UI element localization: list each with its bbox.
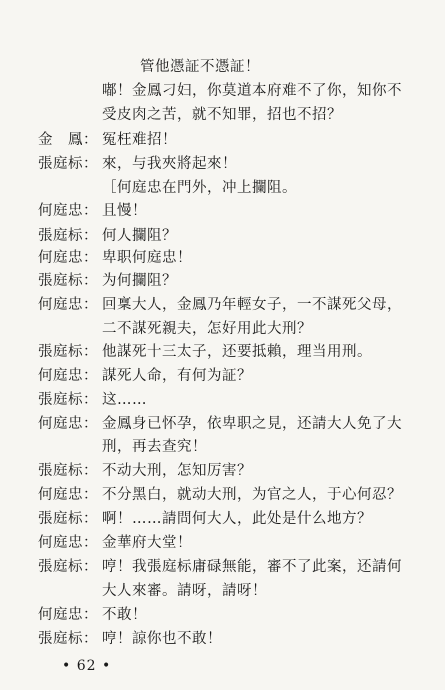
dialogue-text: 且慢！ xyxy=(102,203,147,219)
speaker-name: 張庭标： xyxy=(38,392,98,408)
script-line xyxy=(0,580,445,602)
speaker-name: 張庭标： xyxy=(38,631,98,647)
speaker-name: 張庭标： xyxy=(38,559,98,575)
dialogue-text: 不敢！ xyxy=(102,607,147,623)
script-line xyxy=(0,80,445,102)
dialogue-text: 卑职何庭忠！ xyxy=(102,250,192,266)
script-line xyxy=(0,436,445,458)
script-line xyxy=(0,365,445,387)
script-line xyxy=(0,200,445,222)
script-line xyxy=(0,318,445,340)
speaker-name: 張庭标： xyxy=(38,463,98,479)
speaker-name: 何庭忠： xyxy=(38,297,98,313)
script-line xyxy=(0,225,445,247)
speaker-name: 何庭忠： xyxy=(38,535,98,551)
speaker-name: 張庭标： xyxy=(38,344,98,360)
dialogue-text: 回稟大人，金鳳乃年輕女子，一不謀死父母， xyxy=(102,297,402,313)
script-line xyxy=(0,628,445,650)
speaker-name: 何庭忠： xyxy=(38,250,98,266)
script-line xyxy=(0,508,445,530)
speaker-name: 何庭忠： xyxy=(38,416,98,432)
dialogue-text: 不分黑白，就动大刑，为官之人，于心何忍？ xyxy=(102,487,402,503)
script-line xyxy=(0,247,445,269)
script-line xyxy=(0,153,445,175)
dialogue-text: 何人攔阻？ xyxy=(102,228,177,244)
dialogue-text: 哼！諒你也不敢！ xyxy=(102,631,222,647)
dialogue-text: 他謀死十三太子，还要抵賴，理当用刑。 xyxy=(102,344,372,360)
continuation-text: 大人來審。請呀，請呀！ xyxy=(102,583,267,599)
continuation-text: ［何庭忠在門外，冲上攔阻。 xyxy=(102,180,297,196)
dialogue-text: 不动大刑，怎知厉害？ xyxy=(102,463,252,479)
script-line xyxy=(0,177,445,199)
dialogue-text: 金華府大堂！ xyxy=(102,535,192,551)
script-line xyxy=(0,460,445,482)
page-number: • 62 • xyxy=(62,658,112,674)
speaker-name: 何庭忠： xyxy=(38,487,98,503)
dialogue-text: 金鳳身已怀孕，依卑职之見，还請大人免了大 xyxy=(102,416,402,432)
speaker-name: 何庭忠： xyxy=(38,607,98,623)
script-line xyxy=(0,294,445,316)
dialogue-text: 謀死人命，有何为証？ xyxy=(102,368,252,384)
script-line xyxy=(0,104,445,126)
continuation-text: 二不謀死親夫，怎好用此大刑？ xyxy=(102,321,312,337)
continuation-text: 嘟！金鳳刁妇，你莫道本府难不了你，知你不 xyxy=(102,83,402,99)
script-line xyxy=(0,604,445,626)
script-line xyxy=(0,556,445,578)
dialogue-text: 來，与我夾將起來！ xyxy=(102,156,237,172)
script-line xyxy=(0,532,445,554)
dialogue-text: 这…… xyxy=(102,392,147,408)
continuation-text: 受皮肉之苦，就不知罪，招也不招？ xyxy=(102,107,342,123)
speaker-name: 張庭标： xyxy=(38,228,98,244)
speaker-name: 張庭标： xyxy=(38,156,98,172)
speaker-name: 何庭忠： xyxy=(38,368,98,384)
script-line xyxy=(0,413,445,435)
script-line xyxy=(0,270,445,292)
script-line xyxy=(0,56,445,78)
script-line xyxy=(0,129,445,151)
script-line xyxy=(0,389,445,411)
continuation-text: 管他憑証不憑証！ xyxy=(140,59,260,75)
dialogue-text: 啊！……請問何大人，此处是什么地方？ xyxy=(102,511,372,527)
continuation-text: 刑，再去查究！ xyxy=(102,439,207,455)
script-line xyxy=(0,484,445,506)
script-line xyxy=(0,341,445,363)
speaker-name: 張庭标： xyxy=(38,273,98,289)
dialogue-text: 哼！我張庭标庸碌無能，審不了此案，还請何 xyxy=(102,559,402,575)
dialogue-text: 冤枉难招！ xyxy=(102,132,177,148)
speaker-name: 金 鳳： xyxy=(38,132,98,148)
speaker-name: 張庭标： xyxy=(38,511,98,527)
dialogue-text: 为何攔阻？ xyxy=(102,273,177,289)
speaker-name: 何庭忠： xyxy=(38,203,98,219)
